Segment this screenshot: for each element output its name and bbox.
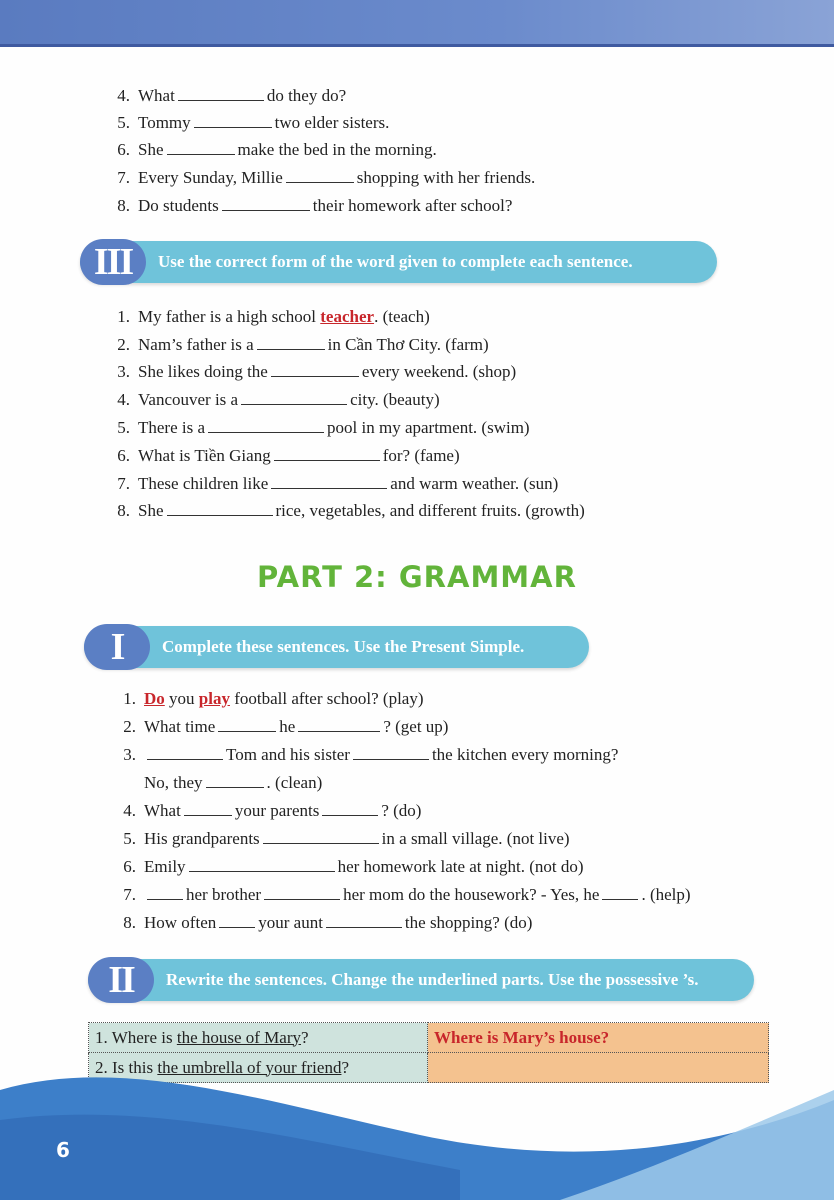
- answer-blank[interactable]: [286, 168, 354, 183]
- answer-blank[interactable]: [353, 745, 429, 760]
- list-item: 2. Nam’s father is a in Cần Thơ City. (farm): [117, 335, 489, 354]
- answer-blank[interactable]: [263, 829, 379, 844]
- answer-blank[interactable]: [222, 196, 310, 211]
- answer-blank[interactable]: [241, 390, 347, 405]
- answer-blank[interactable]: [274, 446, 380, 461]
- answer-blank[interactable]: [264, 885, 340, 900]
- example-answer: teacher: [320, 307, 375, 326]
- answer-blank[interactable]: [271, 362, 359, 377]
- list-item: 8. She rice, vegetables, and different fruits. (growth): [117, 501, 585, 520]
- list-item: 4. What your parents ? (do): [123, 801, 422, 820]
- list-item-continuation: No, they . (clean): [144, 773, 323, 792]
- list-item: 4. What do they do?: [117, 86, 347, 105]
- question-cell: 1. Where is the house of Mary?: [89, 1023, 428, 1053]
- list-item: 7. These children like and warm weather. (sun): [117, 474, 559, 493]
- answer-blank[interactable]: [167, 140, 235, 155]
- footer-wave-decoration: [0, 1057, 834, 1200]
- answer-blank[interactable]: [189, 857, 335, 872]
- top-header-bar: [0, 0, 834, 44]
- answer-blank[interactable]: [219, 913, 255, 928]
- underlined-part: the umbrella of your friend: [157, 1057, 342, 1077]
- list-item: 7. Every Sunday, Millie shopping with her friends.: [117, 168, 536, 187]
- list-item: 5. There is a pool in my apartment. (swim): [117, 418, 530, 437]
- list-item: 3. Tom and his sister the kitchen every morning?: [123, 745, 619, 764]
- answer-blank[interactable]: [167, 501, 273, 516]
- section-banner-i: [84, 626, 589, 668]
- section-instruction: Use the correct form of the word given to complete each sentence.: [158, 252, 633, 271]
- question-cell: 2. Is this the umbrella of your friend?: [89, 1053, 428, 1083]
- roman-numeral-badge: I: [84, 624, 150, 670]
- list-item: 6. She make the bed in the morning.: [117, 140, 437, 159]
- answer-blank[interactable]: [218, 717, 276, 732]
- answer-blank[interactable]: [208, 418, 324, 433]
- answer-blank[interactable]: [147, 885, 183, 900]
- list-item: 2. What time he ? (get up): [123, 717, 449, 736]
- list-item-example: 1. Do you play football after school? (play): [123, 689, 424, 708]
- list-item-example: 1. My father is a high school teacher. (teach): [117, 307, 430, 326]
- answer-blank[interactable]: [147, 745, 223, 760]
- list-item: 5. Tommy two elder sisters.: [117, 113, 390, 132]
- section-banner-iii: [80, 241, 717, 283]
- list-item: 6. What is Tiền Giang for? (fame): [117, 446, 460, 465]
- answer-blank[interactable]: [298, 717, 380, 732]
- answer-cell[interactable]: Where is Mary’s house?: [428, 1023, 769, 1053]
- section-instruction: Complete these sentences. Use the Present Simple.: [162, 637, 525, 656]
- list-item: 5. His grandparents in a small village. (not live): [123, 829, 570, 848]
- answer-blank[interactable]: [326, 913, 402, 928]
- list-item: 8. Do students their homework after school?: [117, 196, 513, 215]
- answer-blank[interactable]: [271, 474, 387, 489]
- roman-numeral-badge: II: [88, 957, 154, 1003]
- underlined-part: the house of Mary: [176, 1027, 302, 1047]
- answer-blank[interactable]: [184, 801, 232, 816]
- answer-blank[interactable]: [602, 885, 638, 900]
- list-item: 6. Emily her homework late at night. (not do): [123, 857, 584, 876]
- answer-blank[interactable]: [206, 773, 264, 788]
- section-banner-ii: [88, 959, 754, 1001]
- answer-blank[interactable]: [257, 335, 325, 350]
- answer-blank[interactable]: [194, 113, 272, 128]
- list-item: 7. her brother her mom do the housework? - Yes, he . (help): [123, 885, 691, 904]
- page-number: 6: [56, 1138, 70, 1162]
- list-item: 4. Vancouver is a city. (beauty): [117, 390, 440, 409]
- list-item: 3. She likes doing the every weekend. (shop): [117, 362, 517, 381]
- part-title: PART 2: GRAMMAR: [257, 560, 577, 594]
- section-instruction: Rewrite the sentences. Change the underlined parts. Use the possessive ’s.: [166, 970, 699, 989]
- list-item: 8. How often your aunt the shopping? (do): [123, 913, 533, 932]
- top-header-rule: [0, 44, 834, 47]
- table-row: [89, 1023, 769, 1053]
- answer-blank[interactable]: [322, 801, 378, 816]
- answer-blank[interactable]: [178, 86, 264, 101]
- roman-numeral-badge: III: [80, 239, 146, 285]
